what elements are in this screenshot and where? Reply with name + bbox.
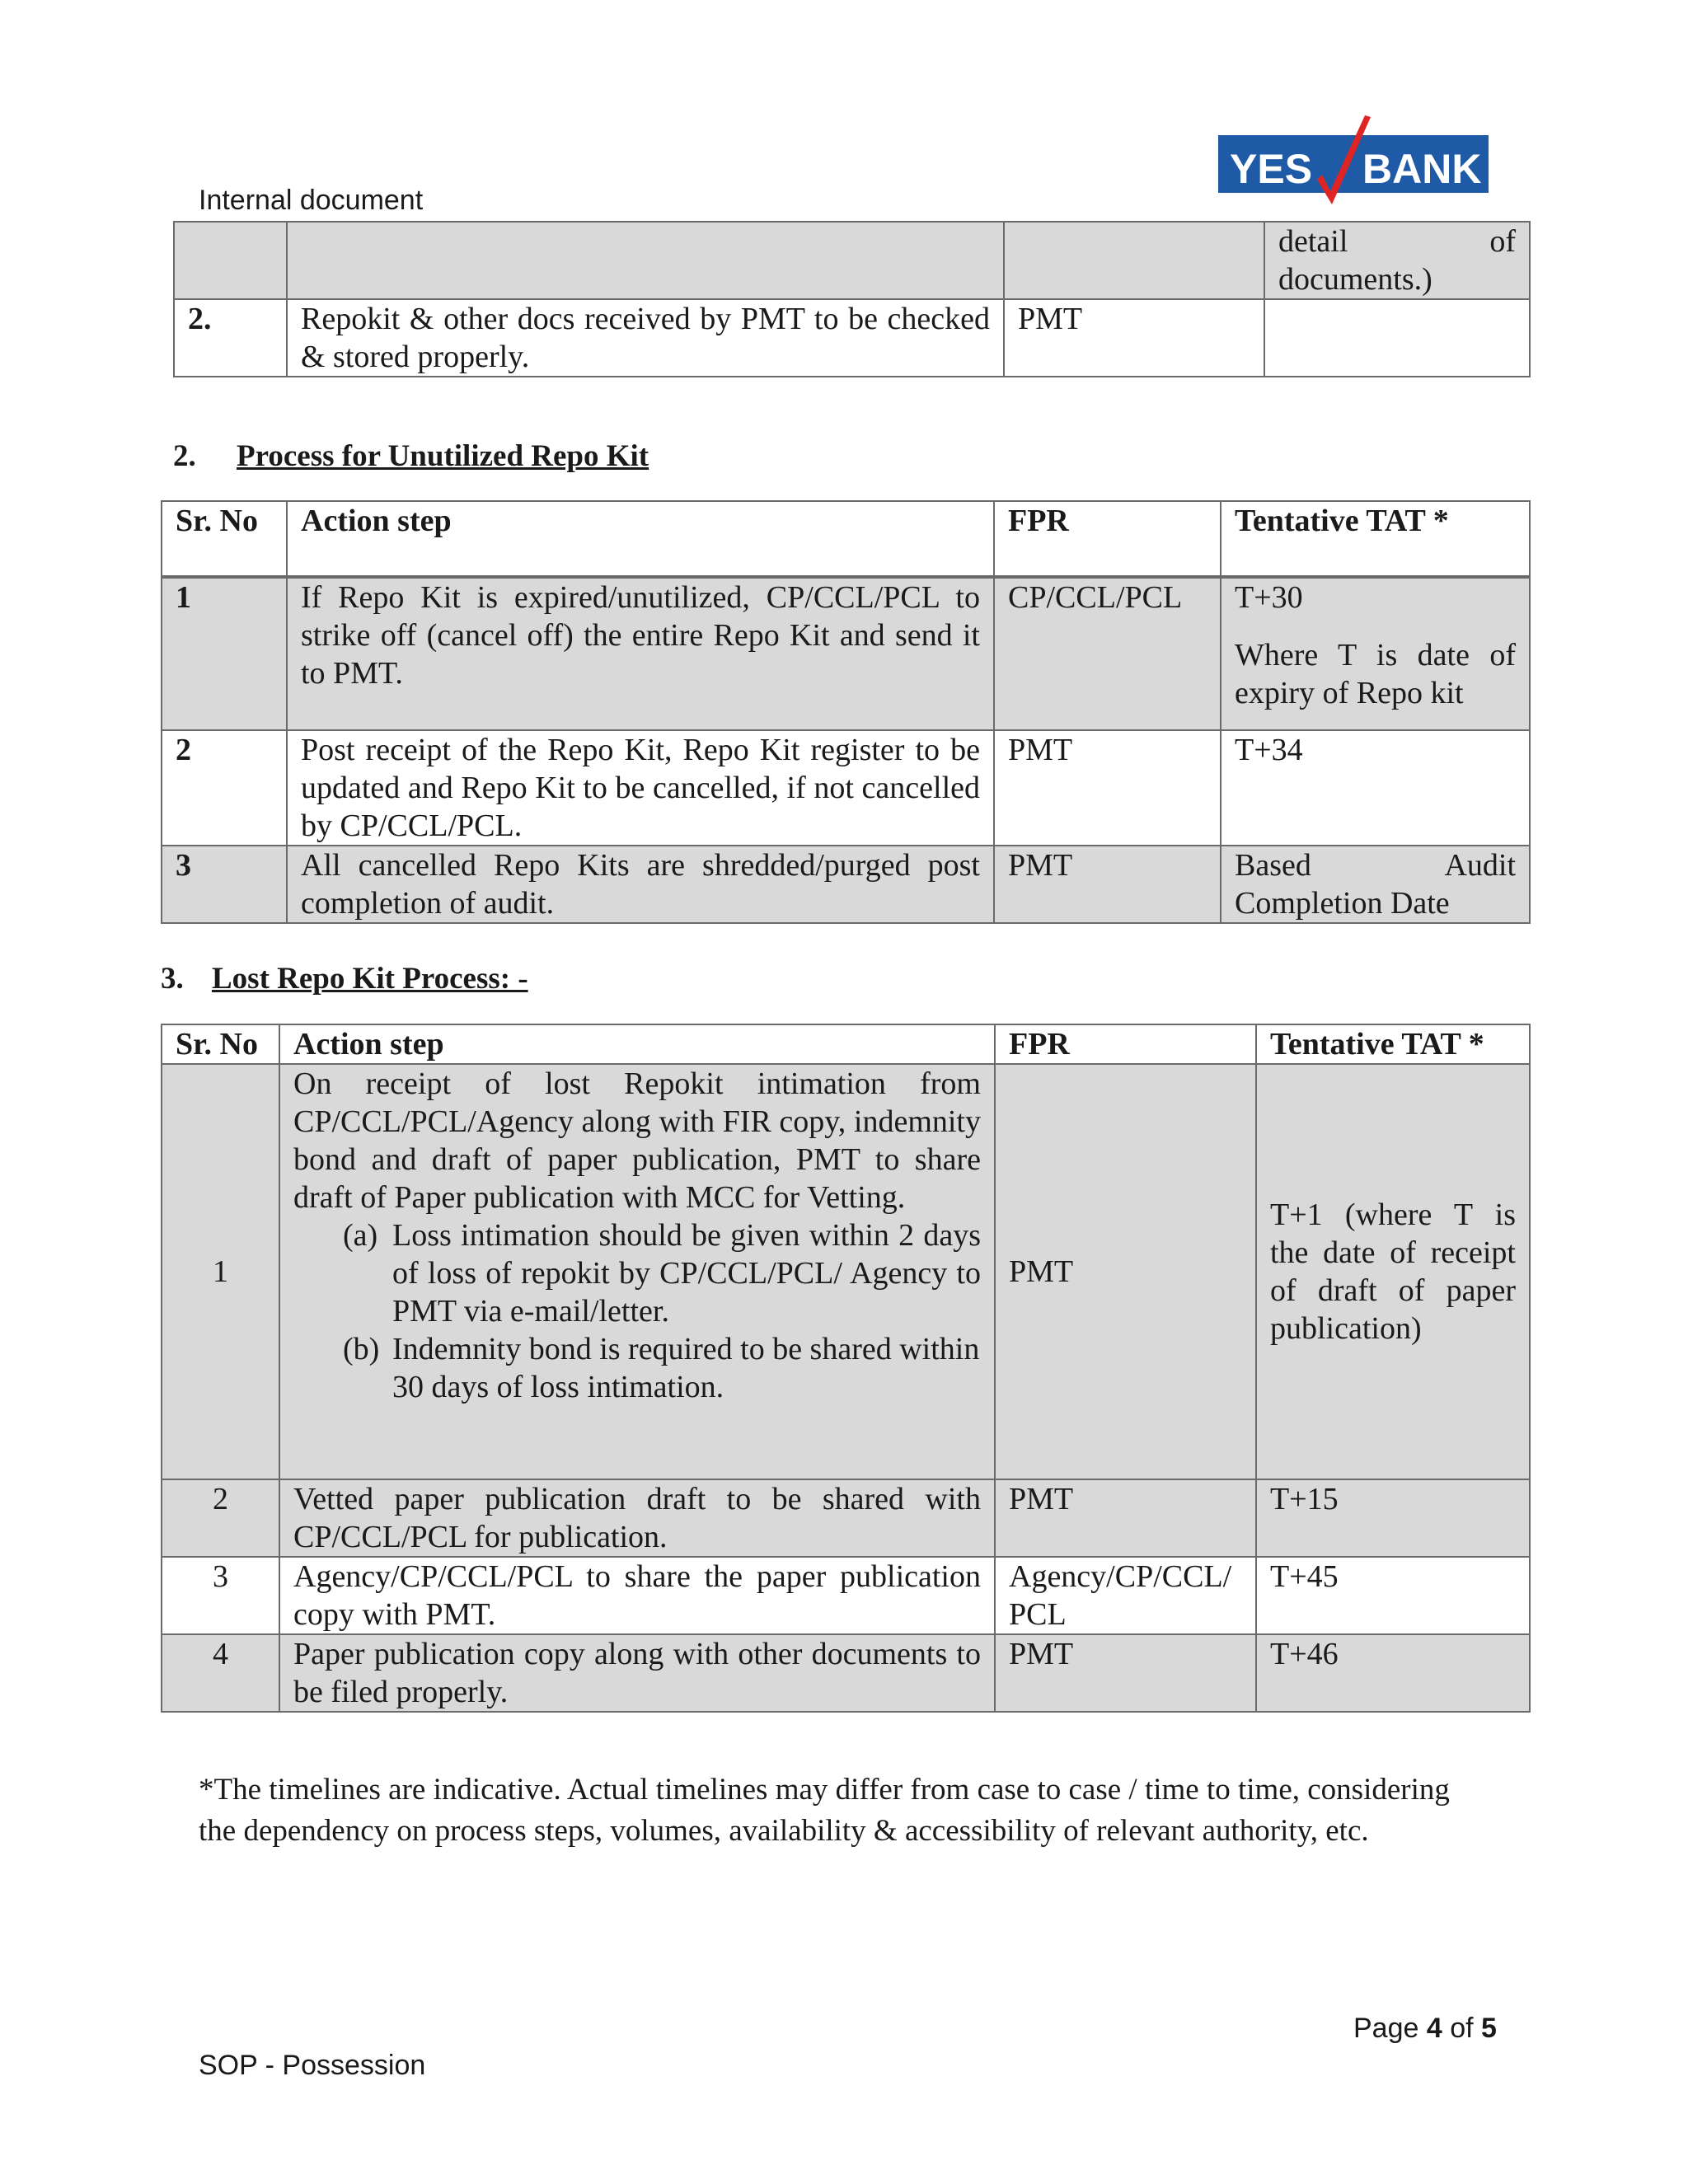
cell-action: Vetted paper publication draft to be shared with CP/CCL/PCL for publication. — [279, 1479, 995, 1557]
table-row — [162, 1557, 1530, 1634]
cell-fpr: PMT — [994, 846, 1221, 923]
page-total: 5 — [1481, 2013, 1497, 2044]
sub-item-b — [293, 1330, 981, 1406]
lost-repo-kit-table — [161, 1024, 1531, 1713]
cell-sr: 3 — [162, 846, 287, 923]
cell-fpr: PMT — [995, 1479, 1256, 1557]
logo-text-bank: BANK — [1362, 146, 1482, 192]
page-of: of — [1450, 2013, 1474, 2044]
cell-fpr: PMT — [994, 730, 1221, 846]
sub-item-a — [293, 1216, 981, 1330]
cell-sr: 2 — [162, 1479, 279, 1557]
cell-fpr: PMT — [995, 1634, 1256, 1712]
header-tat: Tentative TAT * — [1256, 1024, 1530, 1064]
footnote: *The timelines are indicative. Actual timelines may differ from case to case / time to time, considering the dependency on process steps, volumes, availability & accessibility of relevant authority, etc. — [199, 1773, 1450, 1848]
section-3-title: Lost Repo Kit Process: - — [212, 962, 528, 996]
cell-action: Paper publication copy along with other documents to be filed properly. — [279, 1634, 995, 1712]
unutilized-repo-kit-table — [161, 500, 1531, 924]
page-label: Page — [1353, 2013, 1419, 2044]
cell-fpr: PMT — [995, 1064, 1256, 1479]
section-2-number: 2. — [173, 439, 196, 473]
cell-action — [287, 222, 1004, 299]
table-row — [174, 299, 1530, 377]
cell-tat: T+45 — [1256, 1557, 1530, 1634]
cell-sr: 4 — [162, 1634, 279, 1712]
tat-value: T+30 — [1235, 580, 1303, 615]
cell-sr: 3 — [162, 1557, 279, 1634]
cell-tat: Based Audit Completion Date — [1221, 846, 1530, 923]
cell-fpr: CP/CCL/PCL — [994, 577, 1221, 730]
header-action: Action step — [287, 501, 994, 577]
cell-sr: 2 — [162, 730, 287, 846]
header-tat: Tentative TAT * — [1221, 501, 1530, 577]
header-sr: Sr. No — [162, 501, 287, 577]
cell-sr — [174, 222, 287, 299]
table-header-row — [162, 1024, 1530, 1064]
action-main: On receipt of lost Repokit intimation from CP/CCL/PCL/Agency along with FIR copy, indemnity bond and draft of paper publication, PMT to share draft of Paper publication with MCC for Vetting. — [293, 1066, 981, 1215]
sub-item-b-text: Indemnity bond is required to be shared within 30 days of loss intimation. — [392, 1332, 980, 1404]
yes-bank-logo — [1218, 115, 1489, 213]
sub-item-a-text: Loss intimation should be given within 2 days of loss of repokit by CP/CCL/PCL/ Agency to PMT via e-mail/letter. — [392, 1218, 981, 1329]
table-row — [162, 1634, 1530, 1712]
cell-tat: T+1 (where T is the date of receipt of draft of paper publication) — [1256, 1064, 1530, 1479]
footer-doc-name: SOP - Possession — [199, 2050, 426, 2081]
table-header-row — [162, 501, 1530, 577]
cell-action: All cancelled Repo Kits are shredded/purged post completion of audit. — [287, 846, 994, 923]
cell-action: Post receipt of the Repo Kit, Repo Kit register to be updated and Repo Kit to be cancelled, if not cancelled by CP/CCL/PCL. — [287, 730, 994, 846]
cell-fpr: PMT — [1004, 299, 1264, 377]
cell-tat — [1221, 577, 1530, 730]
cell-tat: T+15 — [1256, 1479, 1530, 1557]
cell-tat: T+46 — [1256, 1634, 1530, 1712]
logo-text-yes: YES — [1230, 146, 1313, 192]
header-sr: Sr. No — [162, 1024, 279, 1064]
top-table — [173, 221, 1531, 377]
table-row — [162, 1479, 1530, 1557]
header-fpr: FPR — [994, 501, 1221, 577]
header-fpr: FPR — [995, 1024, 1256, 1064]
table-row — [162, 730, 1530, 846]
header-doc-label: Internal document — [199, 185, 424, 216]
section-3-number: 3. — [161, 962, 184, 996]
page-current: 4 — [1426, 2013, 1442, 2044]
cell-sr: 1 — [162, 577, 287, 730]
page-number — [1353, 2013, 1497, 2045]
cell-fpr — [1004, 222, 1264, 299]
header-action: Action step — [279, 1024, 995, 1064]
cell-sr: 2. — [174, 299, 287, 377]
section-2-title: Process for Unutilized Repo Kit — [237, 439, 649, 473]
cell-action: If Repo Kit is expired/unutilized, CP/CCL/PCL to strike off (cancel off) the entire Repo Kit and send it to PMT. — [287, 577, 994, 730]
cell-action — [279, 1064, 995, 1479]
table-row — [174, 222, 1530, 299]
table-row — [162, 846, 1530, 923]
cell-tat: T+34 — [1221, 730, 1530, 846]
cell-sr: 1 — [162, 1064, 279, 1479]
table-row — [162, 577, 1530, 730]
sub-item-b-label: (b) — [343, 1332, 380, 1366]
table-row — [162, 1064, 1530, 1479]
cell-action: Repokit & other docs received by PMT to be checked & stored properly. — [287, 299, 1004, 377]
cell-action: Agency/CP/CCL/PCL to share the paper publication copy with PMT. — [279, 1557, 995, 1634]
cell-tat — [1264, 299, 1530, 377]
cell-fpr: Agency/CP/CCL/PCL — [995, 1557, 1256, 1634]
cell-tat: detail of documents.) — [1264, 222, 1530, 299]
sub-item-a-label: (a) — [343, 1218, 378, 1253]
tat-note: Where T is date of expiry of Repo kit — [1235, 638, 1516, 710]
